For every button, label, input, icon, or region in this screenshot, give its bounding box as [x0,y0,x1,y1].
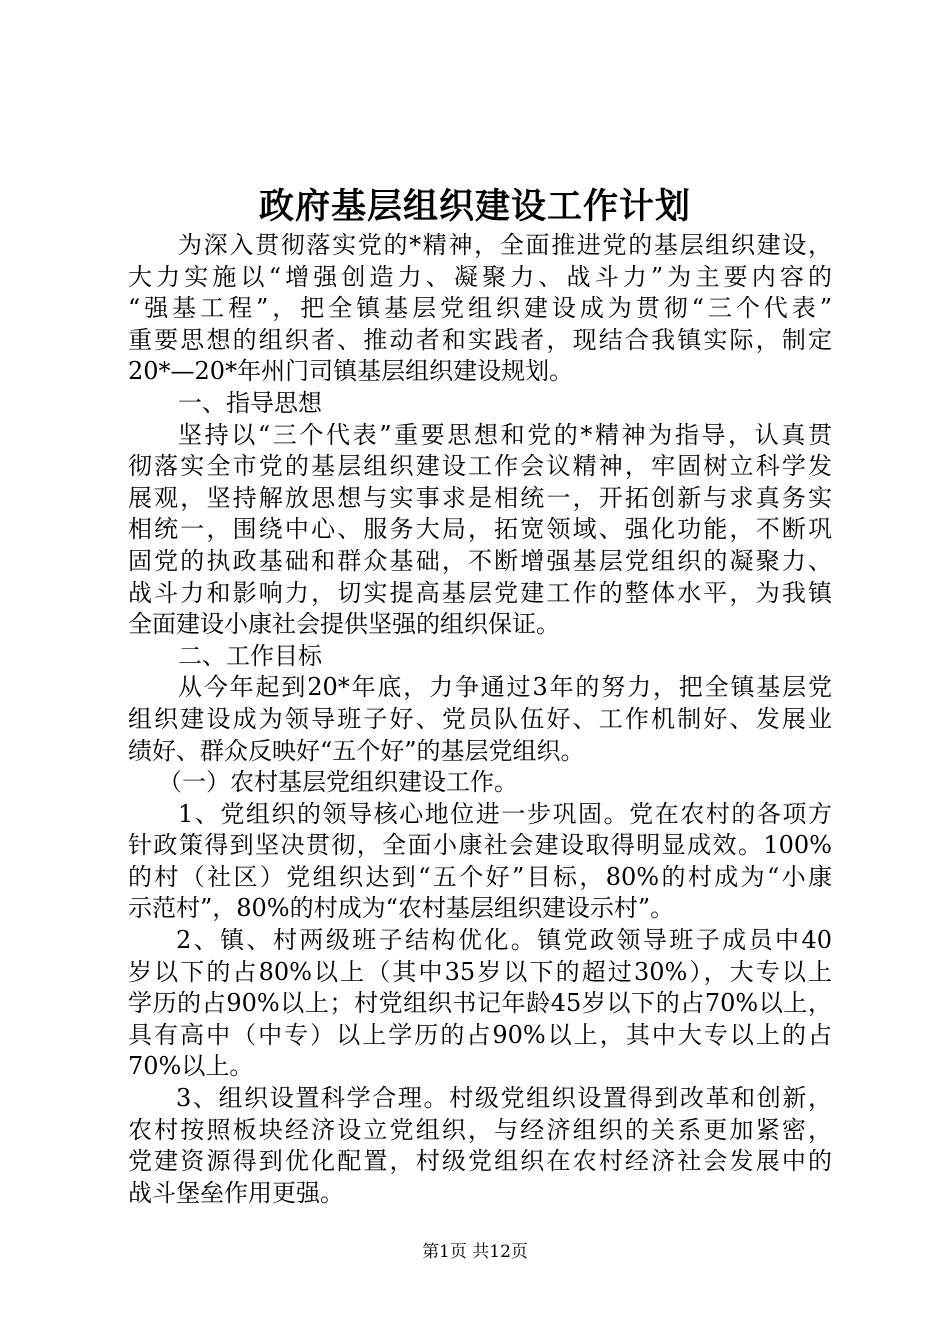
paragraph-line: 具有高中（中专）以上学历的占90%以上，其中大专以上的占 [128,1020,832,1049]
paragraph-line: 固党的执政基础和群众基础，不断增强基层党组织的凝聚力、 [128,546,832,575]
paragraph-line: 组织建设成为领导班子好、党员队伍好、工作机制好、发展业 [128,704,832,733]
subsection-heading: （一）农村基层党组织建设工作。 [158,768,518,797]
paragraph-line: 战斗力和影响力，切实提高基层党建工作的整体水平，为我镇 [128,578,832,607]
paragraph-line: 重要思想的组织者、推动者和实践者，现结合我镇实际，制定 [128,325,832,354]
paragraph-line: 彻落实全市党的基层组织建设工作会议精神，牢固树立科学发 [128,452,832,481]
paragraph-line: 为深入贯彻落实党的*精神，全面推进党的基层组织建设， [178,231,832,259]
section-heading: 二、工作目标 [178,641,322,670]
paragraph-line: 学历的占90%以上；村党组织书记年龄45岁以下的占70%以上， [128,989,832,1018]
paragraph-line: 农村按照板块经济设立党组织，与经济组织的关系更加紧密， [128,1115,832,1144]
section-heading: 一、指导思想 [178,388,322,417]
paragraph-line: 相统一，围绕中心、服务大局，拓宽领域、强化功能，不断巩 [128,515,832,544]
paragraph-line: 大力实施以“增强创造力、凝聚力、战斗力”为主要内容的 [128,262,832,291]
paragraph-line: 战斗堡垒作用更强。 [128,1178,344,1207]
paragraph-line: 岁以下的占80%以上（其中35岁以下的超过30%），大专以上 [128,957,832,986]
paragraph-line: 从今年起到20*年底，力争通过3年的努力，把全镇基层党 [178,673,832,702]
paragraph-line: 70%以上。 [128,1052,254,1081]
paragraph-line: 20*—20*年州门司镇基层组织建设规划。 [128,357,574,386]
paragraph-line: 针政策得到坚决贯彻，全面小康社会建设取得明显成效。100% [128,831,832,860]
paragraph-line: 绩好、群众反映好“五个好”的基层党组织。 [128,736,585,765]
paragraph-line: “强基工程”，把全镇基层党组织建设成为贯彻“三个代表” [128,294,832,323]
document-body [128,230,832,1209]
paragraph-line: 3、组织设置科学合理。村级党组织设置得到改革和创新， [176,1084,832,1113]
document-title: 政府基层组织建设工作计划 [258,186,691,227]
paragraph-line: 展观，坚持解放思想与实事求是相统一，开拓创新与求真务实 [128,483,832,512]
page-footer: 第1页 共12页 [422,1242,528,1262]
paragraph-line: 示范村”，80%的村成为“农村基层组织建设示村”。 [128,894,675,923]
paragraph-line: 全面建设小康社会提供坚强的组织保证。 [128,610,560,639]
paragraph-line: 坚持以“三个代表”重要思想和党的*精神为指导，认真贯 [178,420,832,449]
paragraph-line: 的村（社区）党组织达到“五个好”目标，80%的村成为“小康 [128,862,832,891]
paragraph-line: 1、党组织的领导核心地位进一步巩固。党在农村的各项方 [178,799,832,828]
paragraph-line: 党建资源得到优化配置，村级党组织在农村经济社会发展中的 [128,1147,832,1176]
paragraph-line: 2、镇、村两级班子结构优化。镇党政领导班子成员中40 [176,926,832,955]
